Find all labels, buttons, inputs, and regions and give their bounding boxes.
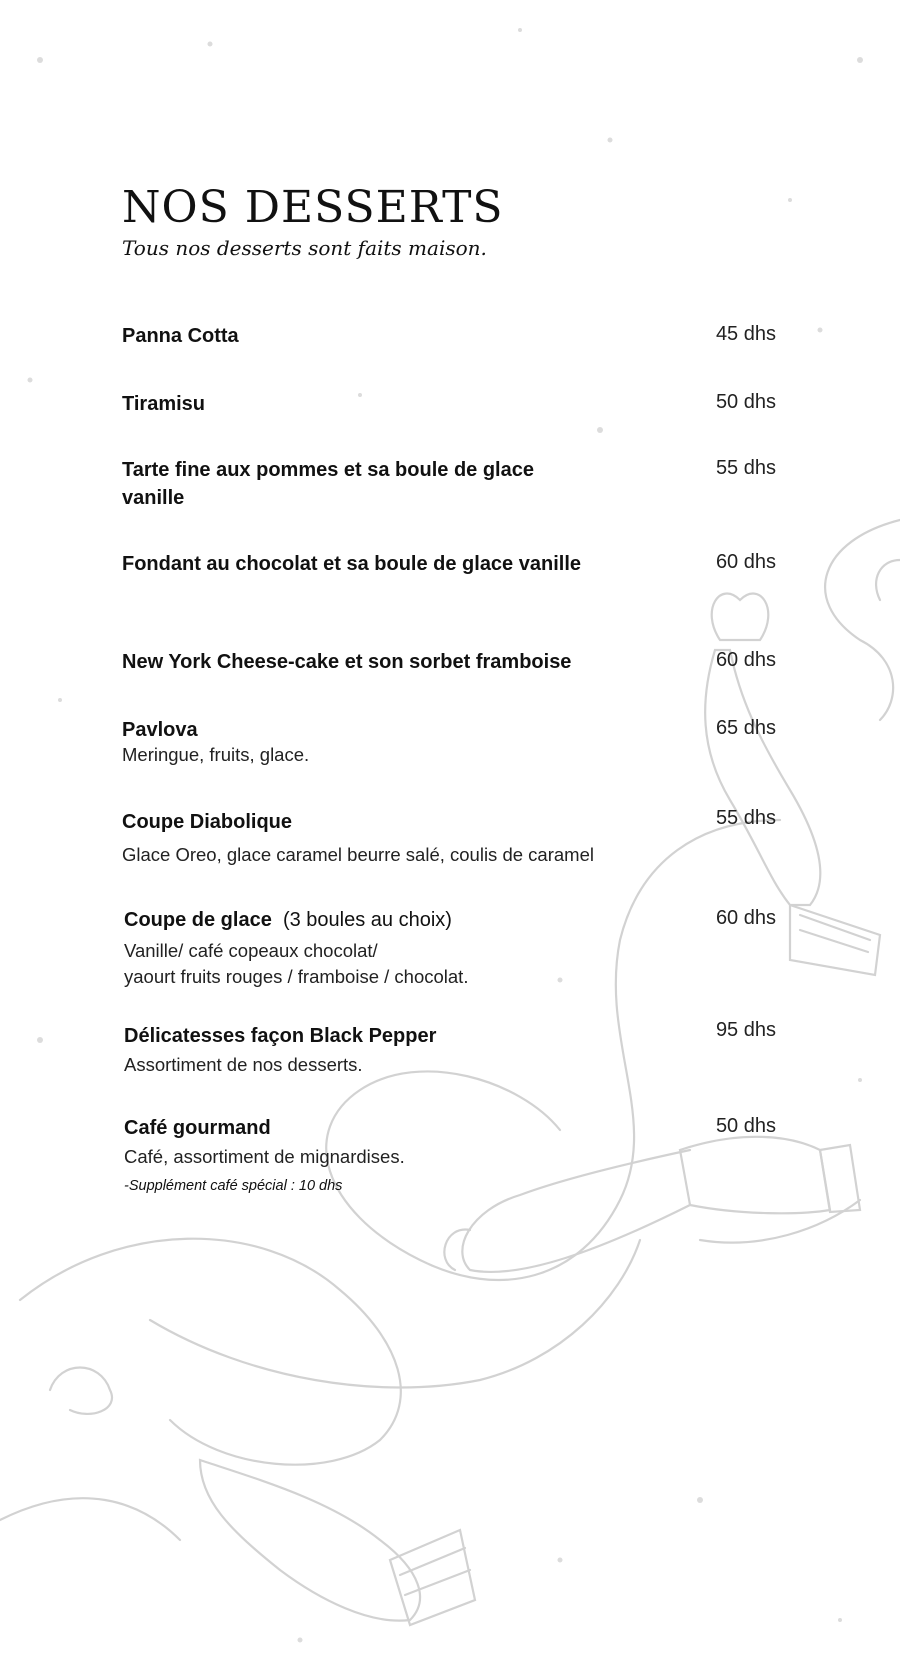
- item-price: 60 dhs: [715, 551, 776, 573]
- item-description: Glace Oreo, glace caramel beurre salé, coulis de caramel: [122, 844, 594, 865]
- item-price: 55 dhs: [715, 807, 776, 829]
- page-subtitle: Tous nos desserts sont faits maison.: [122, 236, 487, 260]
- item-description: Café, assortiment de mignardises.: [124, 1146, 405, 1167]
- item-name: Tarte fine aux pommes et sa boule de glace vanille: [122, 459, 534, 509]
- item-description: Meringue, fruits, glace.: [122, 744, 310, 765]
- item-name: Panna Cotta: [122, 325, 239, 347]
- item-name: Pavlova: [122, 719, 198, 741]
- item-description: Assortiment de nos desserts.: [124, 1054, 363, 1075]
- page-title: NOS DESSERTS: [122, 182, 504, 233]
- item-description-line1: Vanille/ café copeaux chocolat/: [124, 940, 378, 961]
- item-price: 65 dhs: [715, 717, 776, 739]
- item-price: 50 dhs: [715, 391, 776, 413]
- item-name-extra: (3 boules au choix): [282, 909, 452, 931]
- item-name: Délicatesses façon Black Pepper: [124, 1025, 437, 1047]
- item-name-main: Coupe de glace: [124, 909, 272, 931]
- item-note: -Supplément café spécial : 10 dhs: [124, 1178, 343, 1194]
- item-price: 45 dhs: [715, 323, 776, 345]
- item-price: 60 dhs: [715, 907, 776, 929]
- item-name: [124, 906, 644, 934]
- item-name: New York Cheese-cake et son sorbet framboise: [122, 651, 572, 673]
- item-price: 95 dhs: [715, 1019, 776, 1041]
- item-price: 50 dhs: [715, 1115, 776, 1137]
- item-price: 60 dhs: [715, 649, 776, 671]
- item-name: Café gourmand: [124, 1117, 271, 1139]
- item-name: Tiramisu: [122, 393, 205, 415]
- item-description-line2: yaourt fruits rouges / framboise / chocolat.: [124, 966, 469, 987]
- item-name: Coupe Diabolique: [122, 811, 292, 833]
- item-name: Fondant au chocolat et sa boule de glace vanille: [122, 553, 581, 575]
- item-price: 55 dhs: [715, 457, 776, 479]
